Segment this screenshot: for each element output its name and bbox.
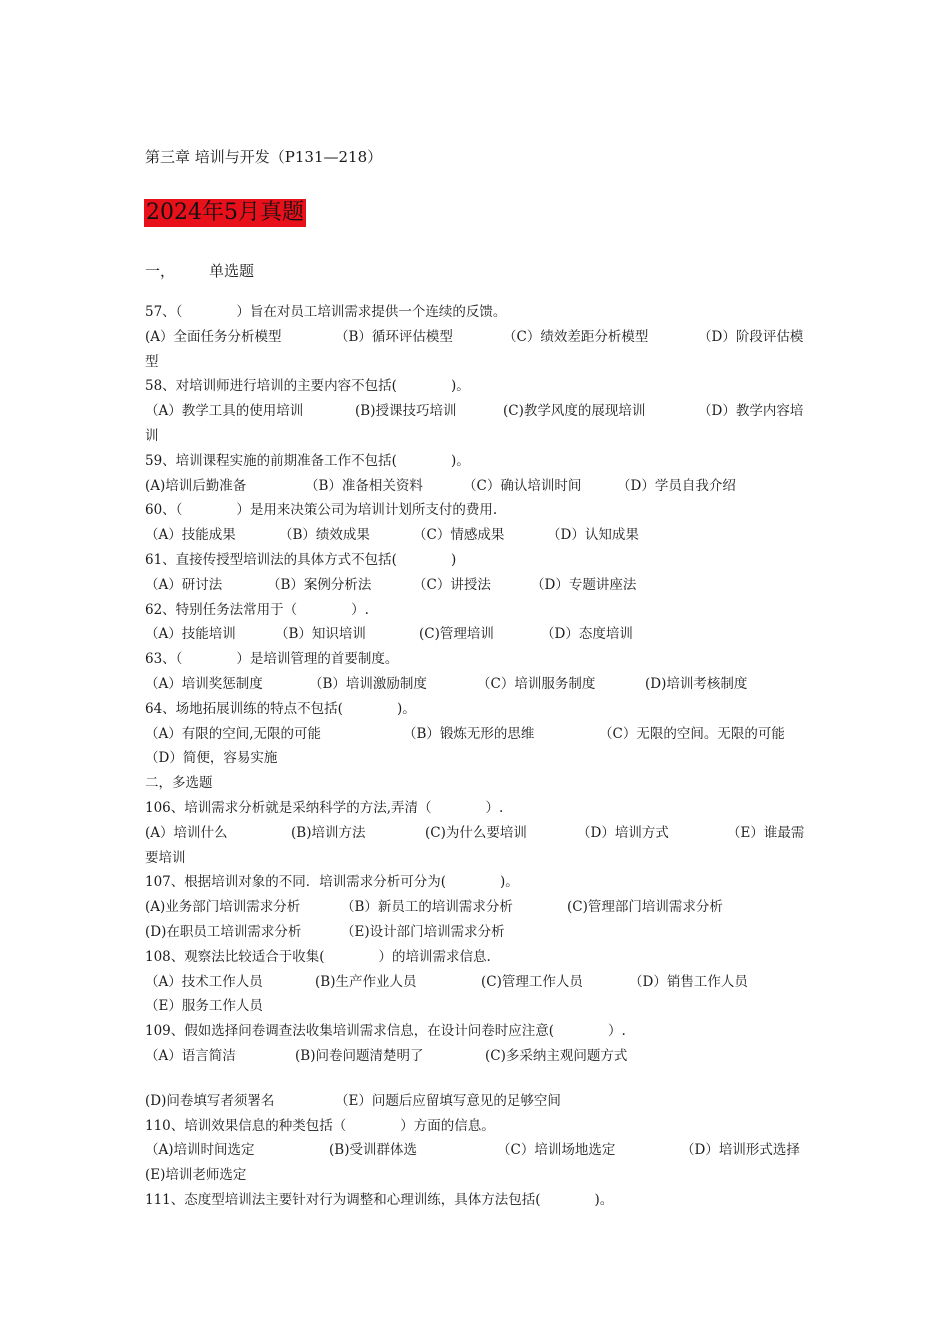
section-title: 单选题 — [209, 262, 255, 280]
option-a: （A）培训奖惩制度 — [145, 675, 263, 692]
option-wrap: 要培训 — [145, 849, 186, 866]
option-wrap: 训 — [145, 427, 159, 444]
options-109-row2 — [145, 1089, 807, 1114]
options-109-row1 — [145, 1044, 807, 1069]
option-a: （A）研讨法 — [145, 576, 223, 593]
option-b: (B)培训方法 — [291, 824, 366, 841]
section-heading-single-choice — [145, 260, 254, 281]
question-64: 64、场地拓展训练的特点不包括( )。 — [145, 700, 416, 717]
option-c: (C)教学风度的展现培训 — [503, 403, 646, 420]
options-59 — [145, 474, 807, 499]
option-c: （C）无限的空间。无限的可能 — [599, 725, 785, 742]
option-c: (C)为什么要培训 — [425, 824, 527, 841]
options-58 — [145, 399, 807, 424]
question-list — [145, 300, 807, 1213]
option-a: (A)培训后勤准备 — [145, 477, 247, 494]
options-63 — [145, 672, 807, 697]
option-a: （A）技能培训 — [145, 626, 236, 643]
options-107-row1 — [145, 895, 807, 920]
option-c: （C）确认培训时间 — [463, 477, 582, 494]
question-59: 59、培训课程实施的前期准备工作不包括( )。 — [145, 452, 470, 469]
options-64 — [145, 722, 807, 747]
option-d-line: （D）简便，容易实施 — [145, 750, 278, 767]
option-d: （D）态度培训 — [541, 626, 633, 643]
option-e-line: (E)培训老师选定 — [145, 1167, 247, 1184]
option-d: (D)在职员工培训需求分析 — [145, 923, 302, 940]
option-d: （D）教学内容培 — [698, 403, 804, 420]
question-58: 58、对培训师进行培训的主要内容不包括( )。 — [145, 378, 470, 395]
option-a: （A）技术工作人员 — [145, 973, 263, 990]
option-a: （A）有限的空间,无限的可能 — [145, 725, 322, 742]
question-111: 111、态度型培训法主要针对行为调整和心理训练，具体方法包括( )。 — [145, 1191, 614, 1208]
blank-gap — [145, 1069, 807, 1089]
option-e-line: （E）服务工作人员 — [145, 998, 263, 1015]
section-number: 一， — [145, 262, 176, 280]
options-108 — [145, 970, 807, 995]
option-c: （C）培训服务制度 — [477, 675, 596, 692]
option-c: (C)多采纳主观问题方式 — [485, 1047, 628, 1064]
option-e: （E)设计部门培训需求分析 — [341, 923, 505, 940]
options-107-row2 — [145, 920, 807, 945]
option-a: (A）全面任务分析模型 — [145, 328, 282, 345]
option-d: （D）销售工作人员 — [629, 973, 748, 990]
options-110 — [145, 1138, 807, 1163]
option-c: (C)管理培训 — [419, 626, 494, 643]
option-d: （D）阶段评估模 — [698, 328, 804, 345]
option-d: （D）学员自我介绍 — [617, 477, 736, 494]
question-109: 109、假如选择问卷调查法收集培训需求信息，在设计问卷时应注意( ）. — [145, 1023, 626, 1040]
section-heading-multiple-choice: 二，多选题 — [145, 775, 213, 792]
options-60 — [145, 523, 807, 548]
option-wrap: 型 — [145, 353, 159, 370]
option-a: （A)培训时间选定 — [145, 1142, 255, 1159]
option-b: （B）培训激励制度 — [309, 675, 427, 692]
option-b: (B)问卷问题清楚明了 — [295, 1047, 424, 1064]
question-61: 61、直接传授型培训法的具体方式不包括( ) — [145, 551, 457, 568]
question-63: 63、（ ）是培训管理的首要制度。 — [145, 651, 399, 668]
option-b: （B）知识培训 — [275, 626, 366, 643]
question-106: 106、培训需求分析就是采纳科学的方法,弄清（ ）. — [145, 799, 504, 816]
option-b: (B)生产作业人员 — [315, 973, 417, 990]
option-d: （D）培训形式选择 — [681, 1142, 800, 1159]
option-d: （D）专题讲座法 — [531, 576, 637, 593]
option-c: （C）情感成果 — [413, 527, 505, 544]
option-b: （B）案例分析法 — [267, 576, 372, 593]
option-c: （C）绩效差距分析模型 — [503, 328, 649, 345]
question-108: 108、观察法比较适合于收集( ）的培训需求信息. — [145, 948, 491, 965]
options-62 — [145, 622, 807, 647]
option-a: (A）培训什么 — [145, 824, 228, 841]
option-c: （C）讲授法 — [413, 576, 491, 593]
option-c: (C)管理工作人员 — [481, 973, 583, 990]
question-110: 110、培训效果信息的种类包括（ ）方面的信息。 — [145, 1117, 495, 1134]
option-c: （C）培训场地选定 — [497, 1142, 616, 1159]
exam-title-highlighted: 2024年5月真题 — [146, 200, 304, 225]
option-e: （E）谁最需 — [727, 824, 805, 841]
question-60: 60、（ ）是用来决策公司为培训计划所支付的费用. — [145, 502, 498, 519]
option-b: (B)授课技巧培训 — [355, 403, 457, 420]
option-d: (D)培训考核制度 — [645, 675, 748, 692]
option-b: (B)受训群体选 — [329, 1142, 417, 1159]
option-e: （E）问题后应留填写意见的足够空间 — [335, 1092, 561, 1109]
option-b: （B）绩效成果 — [279, 527, 370, 544]
option-d: （D）培训方式 — [577, 824, 669, 841]
option-b: （B）准备相关资料 — [305, 477, 423, 494]
options-61 — [145, 573, 807, 598]
option-c: (C)管理部门培训需求分析 — [567, 899, 723, 916]
option-b: （B）新员工的培训需求分析 — [341, 899, 513, 916]
option-d: （D）认知成果 — [547, 527, 639, 544]
option-d: (D)问卷填写者须署名 — [145, 1092, 275, 1109]
option-a: （A）技能成果 — [145, 527, 236, 544]
question-62: 62、特别任务法常用于（ ）. — [145, 601, 369, 618]
option-b: （B）循环评估模型 — [335, 328, 453, 345]
options-57 — [145, 325, 807, 350]
option-a: （A）教学工具的使用培训 — [145, 403, 304, 420]
question-57: 57、（ ）旨在对员工培训需求提供一个连续的反馈。 — [145, 304, 507, 320]
options-106 — [145, 821, 807, 846]
chapter-heading: 第三章 培训与开发（P131—218） — [145, 148, 383, 166]
option-b: （B）锻炼无形的思维 — [403, 725, 535, 742]
question-107: 107、根据培训对象的不同．培训需求分析可分为( )。 — [145, 874, 519, 891]
option-a: （A）语言简洁 — [145, 1047, 236, 1064]
option-a: (A)业务部门培训需求分析 — [145, 899, 301, 916]
